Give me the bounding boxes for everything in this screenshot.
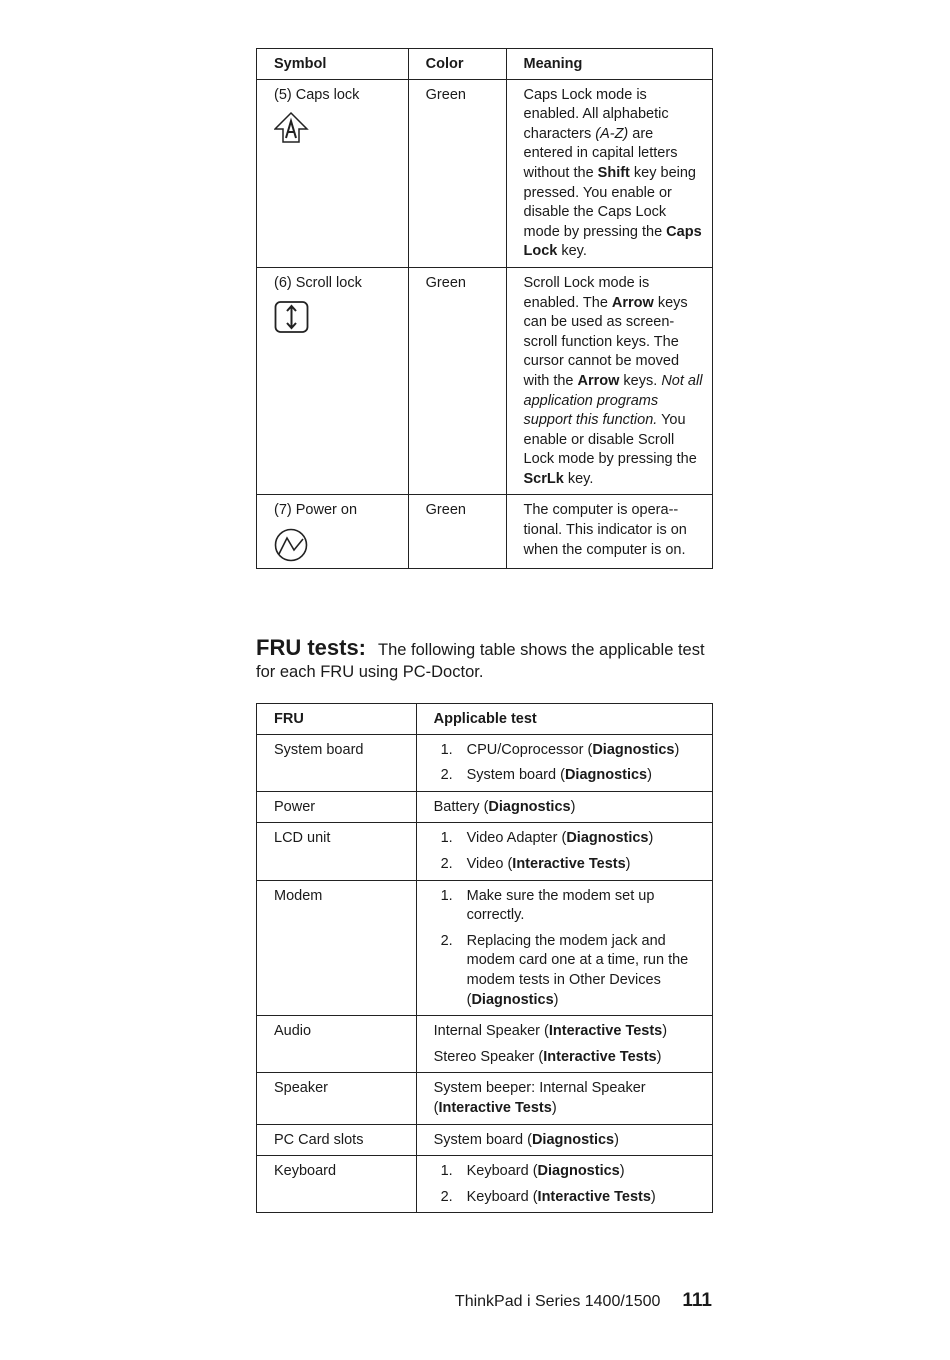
italic-text: (A-Z) xyxy=(595,125,629,142)
fru-name-cell: Speaker xyxy=(257,1073,417,1124)
bold-text: Interactive Tests xyxy=(543,1048,657,1065)
applicable-test-cell xyxy=(416,823,712,880)
header-fru: FRU xyxy=(257,704,417,735)
fru-tests-intro xyxy=(256,637,716,683)
fru-table-body xyxy=(257,734,713,1213)
bold-text: Interactive Tests xyxy=(548,1023,663,1040)
test-list-item: 2. Video (Interactive Tests) xyxy=(434,855,706,875)
fru-table xyxy=(256,703,713,1213)
meaning-cell: Caps Lock mode is enabled. All alphabetic characters (A-Z) are entered in capital letters without the Shift key being pressed. You enable or disable the Caps Lock mode by pressing the Caps Lock key. xyxy=(506,79,713,267)
list-number: 2. xyxy=(440,767,453,784)
fru-row xyxy=(257,823,713,880)
fru-table-header xyxy=(257,704,713,735)
meaning-cell: Scroll Lock mode is enabled. The Arrow keys can be used as screen-scroll function keys. The cursor cannot be moved with the Arrow keys. Not all application programs support this function. You enable or disable Scroll Lock mode by pressing the ScrLk key. xyxy=(506,267,713,495)
test-line: Battery (Diagnostics) xyxy=(433,798,576,815)
bold-text: Diagnostics xyxy=(488,798,571,815)
test-list-item: 2. Replacing the modem jack and modem card one at a time, run the modem tests in Other Devices (Diagnostics) xyxy=(440,932,689,1008)
symbol-label: (5) Caps lock xyxy=(274,86,360,103)
applicable-test-cell xyxy=(416,1016,712,1073)
fru-name-cell: System board xyxy=(257,734,417,791)
test-list-item: 1. Keyboard (Diagnostics) xyxy=(434,1162,706,1182)
fru-row xyxy=(257,1156,713,1213)
symbol-row-scroll-lock xyxy=(257,267,713,495)
color-cell: Green xyxy=(408,79,506,267)
bold-text: Arrow xyxy=(611,294,654,311)
symbol-label: (7) Power on xyxy=(274,502,358,519)
symbol-table xyxy=(256,48,713,569)
test-list-item: 2. System board (Diagnostics) xyxy=(434,766,706,786)
header-meaning: Meaning xyxy=(506,49,713,80)
list-number: 2. xyxy=(440,932,453,949)
applicable-test-cell xyxy=(416,791,712,823)
italic-text: Not all application programs support this function. xyxy=(523,372,703,429)
color-cell: Green xyxy=(408,495,506,569)
fru-row xyxy=(257,1124,713,1156)
bold-text: Diagnostics xyxy=(537,1163,620,1180)
test-list-item: 1. Video Adapter (Diagnostics) xyxy=(434,829,706,849)
bold-text: Interactive Tests xyxy=(537,1188,651,1205)
applicable-test-cell xyxy=(416,1156,712,1213)
color-cell: Green xyxy=(408,267,506,495)
test-list-item: 2. Keyboard (Interactive Tests) xyxy=(434,1188,706,1208)
symbol-cell xyxy=(257,79,409,267)
fru-name-cell: Keyboard xyxy=(257,1156,417,1213)
list-number: 1. xyxy=(440,741,453,758)
bold-text: Arrow xyxy=(577,372,620,389)
header-symbol: Symbol xyxy=(257,49,409,80)
fru-row xyxy=(257,1016,713,1073)
header-applicable-test: Applicable test xyxy=(416,704,712,735)
test-line: System board (Diagnostics) xyxy=(433,1131,619,1148)
fru-name-cell: LCD unit xyxy=(257,823,417,880)
header-color: Color xyxy=(408,49,506,80)
list-number: 2. xyxy=(440,1188,453,1205)
fru-name-cell: Modem xyxy=(257,880,417,1016)
fru-row xyxy=(257,734,713,791)
applicable-test-cell xyxy=(416,734,712,791)
symbol-cell xyxy=(257,267,409,495)
applicable-test-cell xyxy=(416,1073,712,1124)
test-list xyxy=(434,887,706,1011)
bold-text: ScrLk xyxy=(523,470,564,487)
test-list-item: 1. CPU/Coprocessor (Diagnostics) xyxy=(434,741,706,761)
power-on-icon xyxy=(274,527,310,563)
bold-text: Interactive Tests xyxy=(438,1099,552,1116)
test-line: System beeper: Internal Speaker (Interactive Tests) xyxy=(433,1080,646,1116)
bold-text: Caps Lock xyxy=(523,223,702,260)
page-number: 111 xyxy=(682,1290,712,1311)
fru-tests-text: The following table shows the applicable test for each FRU using PC-Doctor. xyxy=(256,641,705,681)
test-line: Internal Speaker (Interactive Tests) xyxy=(433,1023,668,1040)
applicable-test-cell xyxy=(416,1124,712,1156)
meaning-cell: The computer is opera-tional. This indicator is on when the computer is on. xyxy=(506,495,713,569)
list-number: 1. xyxy=(440,1163,453,1180)
test-list-item: 1. Make sure the modem set up correctly. xyxy=(440,887,655,924)
fru-row xyxy=(257,880,713,1016)
bold-text: Shift xyxy=(597,164,630,181)
symbol-label: (6) Scroll lock xyxy=(274,274,362,291)
symbol-row-caps-lock xyxy=(257,79,713,267)
bold-text: Diagnostics xyxy=(531,1131,615,1148)
test-list xyxy=(434,741,706,786)
bold-text: Interactive Tests xyxy=(512,855,626,872)
bold-text: Diagnostics xyxy=(471,991,554,1008)
fru-row xyxy=(257,1073,713,1124)
bold-text: Diagnostics xyxy=(566,830,649,847)
applicable-test-cell xyxy=(416,880,712,1016)
scroll-lock-icon xyxy=(274,300,310,334)
list-number: 1. xyxy=(440,830,453,847)
fru-name-cell: Power xyxy=(257,791,417,823)
symbol-row-power-on xyxy=(257,495,713,569)
page-footer xyxy=(0,1290,712,1312)
symbol-table-header xyxy=(257,49,713,80)
footer-title: ThinkPad i Series 1400/1500 xyxy=(454,1293,661,1310)
test-line: Stereo Speaker (Interactive Tests) xyxy=(433,1048,662,1065)
test-list xyxy=(434,829,706,874)
fru-name-cell: Audio xyxy=(257,1016,417,1073)
fru-name-cell: PC Card slots xyxy=(257,1124,417,1156)
fru-tests-heading: FRU tests: xyxy=(256,635,367,660)
caps-lock-icon xyxy=(274,111,310,145)
bold-text: Diagnostics xyxy=(564,767,648,784)
test-list xyxy=(434,1162,706,1207)
bold-text: Diagnostics xyxy=(592,741,675,758)
list-number: 2. xyxy=(440,855,453,872)
fru-row xyxy=(257,791,713,823)
symbol-cell xyxy=(257,495,409,569)
list-number: 1. xyxy=(440,887,453,904)
